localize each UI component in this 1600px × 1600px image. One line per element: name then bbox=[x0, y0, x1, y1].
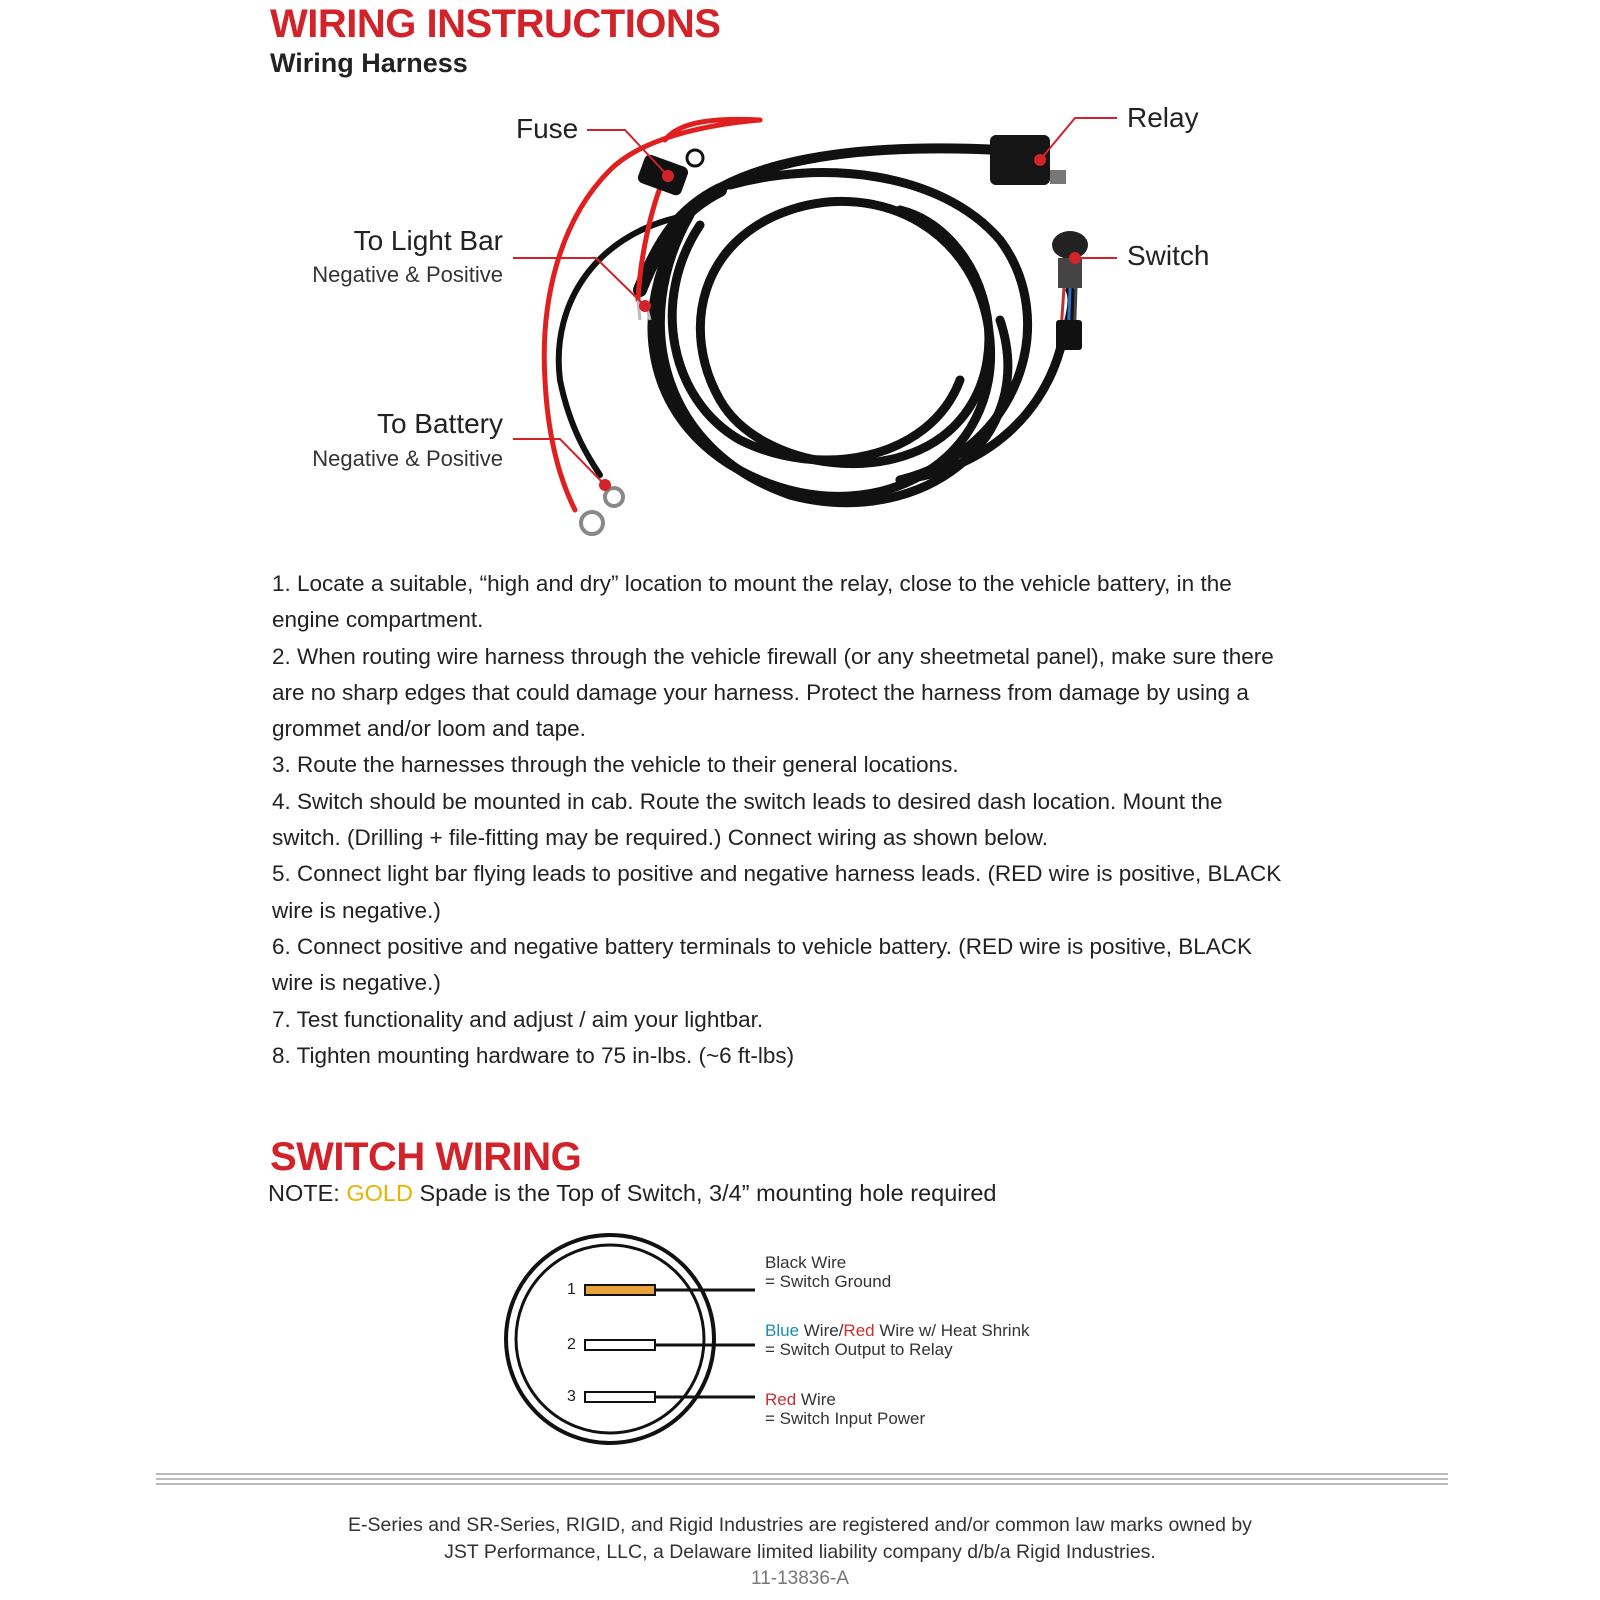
part-number: 11-13836-A bbox=[751, 1568, 849, 1589]
pin-number: 2 bbox=[567, 1336, 576, 1353]
battery-sublabel: Negative & Positive bbox=[312, 446, 503, 471]
gold-spade bbox=[585, 1285, 655, 1295]
step-line: 2. When routing wire harness through the vehicle firewall (or any sheetmetal panel), make sure there bbox=[272, 643, 1274, 669]
switch-label: Switch bbox=[1127, 240, 1210, 271]
footer-divider bbox=[0, 1470, 1600, 1490]
wire1-label: Black Wire = Switch Ground bbox=[765, 1253, 892, 1291]
fuse-label: Fuse bbox=[516, 113, 579, 144]
step-line: 8. Tighten mounting hardware to 75 in-lbs. (~6 ft-lbs) bbox=[272, 1042, 795, 1068]
step-line: wire is negative.) bbox=[272, 970, 441, 996]
step-line: 6. Connect positive and negative battery terminals to vehicle battery. (RED wire is positive, BLACK bbox=[272, 933, 1253, 959]
step-line: 1. Locate a suitable, “high and dry” location to mount the relay, close to the vehicle battery, in the bbox=[272, 571, 1232, 596]
switch-note bbox=[268, 1180, 996, 1207]
relay-label: Relay bbox=[1127, 102, 1199, 133]
step-line: grommet and/or loom and tape. bbox=[272, 716, 586, 742]
switch-wiring-title: SWITCH WIRING bbox=[270, 1135, 582, 1179]
note-prefix: NOTE: bbox=[268, 1180, 347, 1206]
instruction-steps bbox=[272, 566, 1352, 1074]
legal-footer: E-Series and SR-Series, RIGID, and Rigid Industries are registered and/or common law marks owned by JST Performance, LLC, a Delaware limited liability company d/b/a Rigid Industries. bbox=[348, 1514, 1252, 1563]
light-bar-sublabel: Negative & Positive bbox=[312, 262, 503, 287]
battery-label: To Battery bbox=[376, 408, 503, 439]
step-line: 3. Route the harnesses through the vehicle to their general locations. bbox=[272, 752, 959, 778]
pin-number: 1 bbox=[567, 1281, 576, 1298]
spade-3 bbox=[585, 1392, 655, 1402]
pin-number: 3 bbox=[567, 1388, 576, 1405]
page-title: WIRING INSTRUCTIONS bbox=[270, 2, 721, 46]
step-line: 4. Switch should be mounted in cab. Route the switch leads to desired dash location. Mount the bbox=[272, 788, 1223, 814]
step-line: switch. (Drilling + file-fitting may be required.) Connect wiring as shown below. bbox=[272, 825, 1048, 851]
step-line: 5. Connect light bar flying leads to positive and negative harness leads. (RED wire is positive, BLACK bbox=[272, 861, 1282, 887]
wire3-label: Red Wire = Switch Input Power bbox=[765, 1390, 926, 1428]
step-line: 7. Test functionality and adjust / aim your lightbar. bbox=[272, 1006, 764, 1032]
step-line: engine compartment. bbox=[272, 607, 484, 633]
step-line: wire is negative.) bbox=[272, 897, 441, 923]
step-line: are no sharp edges that could damage your harness. Protect the harness from damage by using a bbox=[272, 679, 1249, 705]
spade-2 bbox=[585, 1340, 655, 1350]
note-gold: GOLD bbox=[346, 1180, 413, 1206]
note-rest: Spade is the Top of Switch, 3/4” mounting hole required bbox=[412, 1180, 997, 1206]
light-bar-label: To Light Bar bbox=[353, 225, 503, 256]
wire2-label: Blue Wire/Red Wire w/ Heat Shrink = Switch Output to Relay bbox=[765, 1321, 1030, 1359]
page-subtitle: Wiring Harness bbox=[270, 48, 468, 78]
